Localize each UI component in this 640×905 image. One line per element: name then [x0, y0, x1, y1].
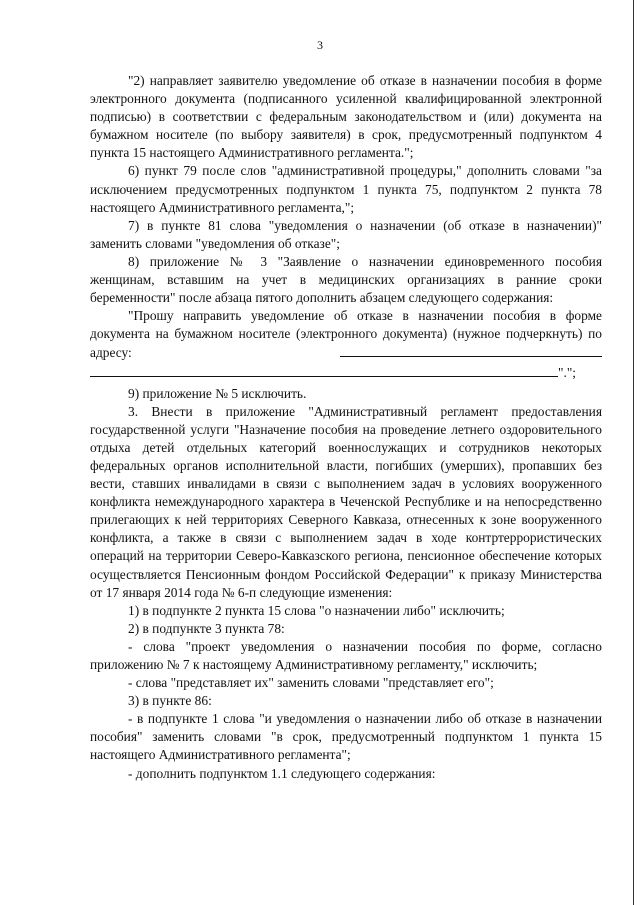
paragraph-dash-add-subpoint-1-1: - дополнить подпунктом 1.1 следующего содержания:: [128, 765, 436, 781]
paragraph-item-7-point-81: 7) в пункте 81 слова "уведомления о назначении (об отказе в назначении)" заменить словами "уведомления об отказе";: [90, 217, 602, 251]
paragraph-subitem-1: 1) в подпункте 2 пункта 15 слова "о назначении либо" исключить;: [128, 602, 505, 618]
paragraph-dash-subpoint-1: - в подпункте 1 слова "и уведомления о назначении либо об отказе в назначении пособия" заменить словами "в срок, предусмотренный подпунктом 1 пункта 15 настоящего Административного регламента";: [90, 711, 602, 763]
paragraph-item-6-point-79: 6) пункт 79 после слов "административной процедуры," дополнить словами "за исключением предусмотренных подпунктом 1 пункта 75, подпунктом 2 пункта 78 настоящего Административного регламента,";: [90, 163, 602, 215]
paragraph-item-8-appendix-3: 8) приложение № 3 "Заявление о назначении единовременного пособия женщинам, вставшим на учет в медицинских организациях в ранние сроки беременности" после абзаца пятого дополнить абзацем следующего содержания:: [90, 253, 602, 306]
paragraph-item-2-notice-refusal: "2) направляет заявителю уведомление об отказе в назначении пособия в форме электронного документа (подписанного усиленной квалифицированной электронной подписью) в соответствии с федеральным законодательством и (или) документа на бумажном носителе (по выбору заявителя) в срок, предусмотренный подпунктом 4 пункта 15 настоящего Административного регламента.";: [90, 73, 602, 161]
paragraph-section-3-amendments: 3. Внести в приложение "Административный регламент предоставления государственной услуги "Назначение пособия на проведение летнего оздоровительного отдыха детей отдельных категорий военнослужащих и сотрудников некоторых федеральных органов исполнительной власти, погибших (умерших), пропавших без вести, ставших инвалидами в связи с выполнением задач в условиях вооруженного конфликта немеждународного характера в Чеченской Республике и на непосредственно прилегающих к ней территориях Северного Кавказа, отнесенных к зоне вооруженного конфликта, а также в связи с выполнением задач в ходе контртеррористических операций на территории Северо-Кавказского региона, пенсионное обеспечение которых осуществляется Пенсионным фондом Российской Федерации" к приказу Министерства от 17 января 2014 года № 6-п следующие изменения:: [90, 403, 602, 600]
paragraph-dash-replace-words: - слова "представляет их" заменить словами "представляет его";: [128, 675, 494, 691]
paragraph-request-refusal-notice: [90, 307, 602, 381]
address-blank-line: [340, 343, 602, 357]
quote-end: ".";: [558, 364, 577, 380]
paragraph-subitem-2: 2) в подпункте 3 пункта 78:: [128, 620, 285, 636]
paragraph-item-9-appendix-5: 9) приложение № 5 исключить.: [128, 385, 307, 401]
page-number: 3: [317, 38, 323, 52]
request-text: "Прошу направить уведомление об отказе в назначении пособия в форме документа на бумажном носителе (электронного документа) (нужное подчеркнуть) по адресу:: [90, 308, 602, 361]
address-blank-line-2: [90, 363, 558, 377]
paragraph-dash-exclude-draft: - слова "проект уведомления о назначении пособия по форме, согласно приложению № 7 к настоящему Административному регламенту," исключить;: [90, 638, 602, 672]
document-body: [90, 72, 602, 783]
page-edge-line: [633, 0, 634, 905]
paragraph-subitem-3: 3) в пункте 86:: [128, 693, 212, 709]
